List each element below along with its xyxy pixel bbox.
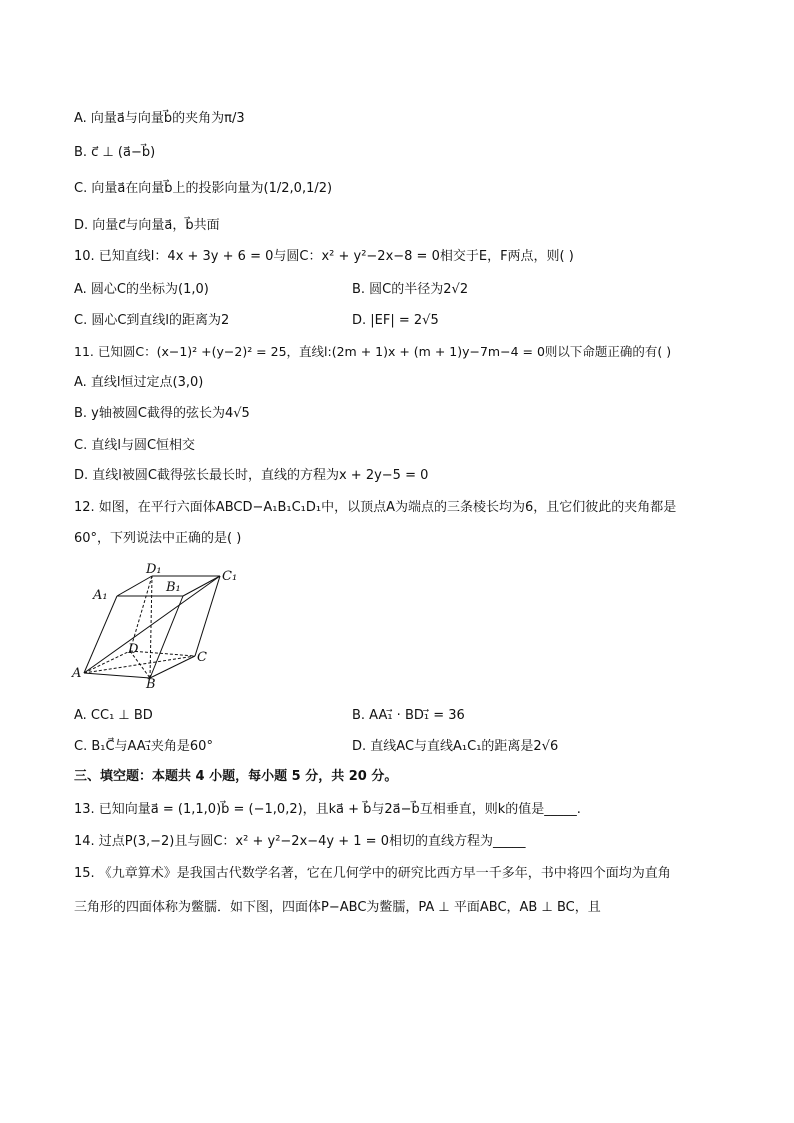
q12-option-b: B. AA₁⃗ · BD₁⃗ = 36 <box>352 708 465 723</box>
label-c: C <box>197 650 207 665</box>
q9-option-a: A. 向量a⃗与向量b⃗的夹角为π/3 <box>74 111 245 126</box>
label-a1: A₁ <box>93 588 108 603</box>
q12-stem-line1: 12. 如图，在平行六面体ABCD−A₁B₁C₁D₁中，以顶点A为端点的三条棱长均为6，且它们彼此的夹角都是 <box>74 500 677 515</box>
q14: 14. 过点P(3,−2)且与圆C：x² + y²−2x−4y + 1 = 0相切的直线方程为_____ <box>74 834 526 849</box>
q12-option-a: A. CC₁ ⊥ BD <box>74 708 153 723</box>
label-b: B <box>146 677 156 690</box>
label-d: D <box>128 642 139 657</box>
label-a: A <box>72 666 82 681</box>
q15-line2: 三角形的四面体称为鳖臑．如下图，四面体P−ABC为鳖臑，PA ⊥ 平面ABC，AB ⊥ BC，且 <box>74 900 601 915</box>
q10-option-b: B. 圆C的半径为2√2 <box>352 282 469 297</box>
q13: 13. 已知向量a⃗ = (1,1,0)b⃗ = (−1,0,2)，且ka⃗ + b⃗与2a⃗−b⃗互相垂直，则k的值是_____. <box>74 802 581 817</box>
q10-stem: 10. 已知直线l：4x + 3y + 6 = 0与圆C：x² + y²−2x−8 = 0相交于E，F两点，则( ) <box>74 249 574 264</box>
q9-option-b: B. c⃗ ⊥ (a⃗−b⃗) <box>74 145 156 160</box>
q12-option-c: C. B₁C⃗与AA₁⃗夹角是60° <box>74 739 213 754</box>
label-b1: B₁ <box>166 580 181 595</box>
label-c1: C₁ <box>222 569 238 584</box>
q12-option-d: D. 直线AC与直线A₁C₁的距离是2√6 <box>352 739 559 754</box>
q11-option-d: D. 直线l被圆C截得弦长最长时，直线的方程为x + 2y−5 = 0 <box>74 468 429 483</box>
q10-option-c: C. 圆心C到直线l的距离为2 <box>74 313 230 328</box>
q11-option-a: A. 直线l恒过定点(3,0) <box>74 375 204 390</box>
q11-option-b: B. y轴被圆C截得的弦长为4√5 <box>74 406 250 421</box>
parallelepiped-figure <box>70 560 250 690</box>
q11-option-c: C. 直线l与圆C恒相交 <box>74 438 196 453</box>
q12-stem-line2: 60°，下列说法中正确的是( ) <box>74 531 242 546</box>
q10-option-d: D. |EF| = 2√5 <box>352 313 439 328</box>
section-fill-in-heading: 三、填空题：本题共 4 小题，每小题 5 分，共 20 分。 <box>74 769 398 784</box>
q15-line1: 15. 《九章算术》是我国古代数学名著，它在几何学中的研究比西方早一千多年，书中将四个面均为直角 <box>74 866 671 881</box>
label-d1: D₁ <box>146 562 162 577</box>
q10-option-a: A. 圆心C的坐标为(1,0) <box>74 282 209 297</box>
q9-option-c: C. 向量a⃗在向量b⃗上的投影向量为(1/2,0,1/2) <box>74 181 333 196</box>
q9-option-d: D. 向量c⃗与向量a⃗，b⃗共面 <box>74 218 220 233</box>
q11-stem: 11. 已知圆C：(x−1)² +(y−2)² = 25，直线l:(2m + 1)x + (m + 1)y−7m−4 = 0则以下命题正确的有( ) <box>74 344 672 359</box>
